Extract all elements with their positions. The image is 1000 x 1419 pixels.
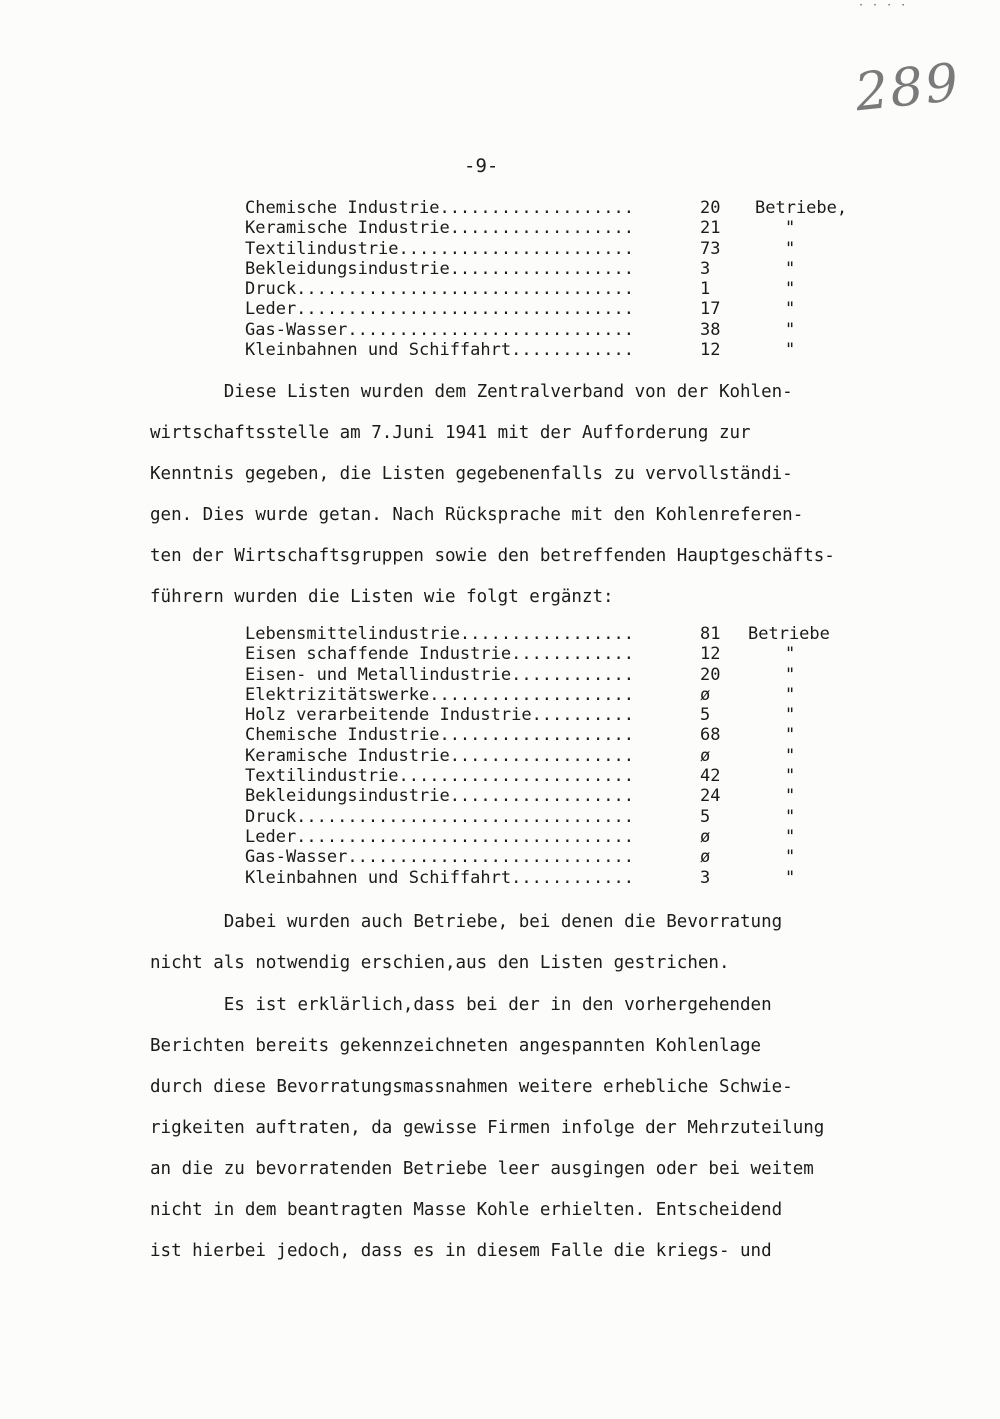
text-line: Es ist erklärlich,dass bei der in den vorhergehenden [150, 995, 772, 1015]
text-line: rigkeiten auftraten, da gewisse Firmen infolge der Mehrzuteilung [150, 1118, 825, 1138]
industry-label: Kleinbahnen und Schiffahrt............ [245, 867, 634, 888]
list-row [245, 279, 885, 299]
ditto-mark: " [785, 299, 796, 320]
ditto-mark: " [785, 766, 796, 787]
text-line: nicht in dem beantragten Masse Kohle erhielten. Entscheidend [150, 1200, 783, 1220]
list-row [245, 705, 885, 725]
ditto-mark: " [785, 705, 796, 726]
list-row [245, 746, 885, 766]
text-line: Dabei wurden auch Betriebe, bei denen die Bevorratung [150, 912, 783, 932]
text-line: gen. Dies wurde getan. Nach Rücksprache mit den Kohlenreferen- [150, 505, 804, 525]
industry-label: Keramische Industrie.................. [245, 218, 634, 239]
industry-label: Eisen schaffende Industrie............ [245, 644, 634, 665]
list-row [245, 868, 885, 888]
company-count: 3 [700, 867, 711, 888]
industry-label: Elektrizitätswerke.................... [245, 684, 634, 705]
company-count: 81 [700, 624, 721, 644]
industry-label: Leder................................. [245, 299, 634, 320]
ditto-mark: " [785, 684, 796, 705]
company-count: 5 [700, 806, 711, 827]
list-row [245, 320, 885, 340]
company-count: 5 [700, 705, 711, 726]
ditto-mark: " [785, 218, 796, 239]
unit-label: Betriebe, [755, 198, 848, 218]
company-count: ø [700, 684, 711, 705]
industry-label: Lebensmittelindustrie................. [245, 624, 634, 644]
handwritten-page-number: 289 [852, 52, 964, 124]
paper-specks: · · · · [858, 0, 908, 11]
paragraph-2 [150, 902, 782, 984]
ditto-mark: " [785, 725, 796, 746]
company-count: 1 [700, 279, 711, 300]
unit-label: Betriebe [748, 624, 830, 644]
text-line: führern wurden die Listen wie folgt ergänzt: [150, 587, 614, 607]
industry-label: Textilindustrie....................... [245, 238, 634, 259]
page-number: -9- [464, 155, 499, 177]
list-row [245, 624, 885, 644]
company-count: 42 [700, 766, 721, 787]
company-count: 38 [700, 319, 721, 340]
ditto-mark: " [785, 238, 796, 259]
list-row [245, 198, 885, 218]
ditto-mark: " [785, 644, 796, 665]
industry-label: Keramische Industrie.................. [245, 745, 634, 766]
list-row [245, 644, 885, 664]
ditto-mark: " [785, 664, 796, 685]
company-count: 17 [700, 299, 721, 320]
company-count: 12 [700, 340, 721, 361]
list-row [245, 847, 885, 867]
company-count: 21 [700, 218, 721, 239]
ditto-mark: " [785, 279, 796, 300]
text-line: ist hierbei jedoch, dass es in diesem Falle die kriegs- und [150, 1241, 772, 1261]
text-line: Kenntnis gegeben, die Listen gegebenenfalls zu vervollständi- [150, 464, 793, 484]
list-row [245, 786, 885, 806]
company-count: ø [700, 847, 711, 868]
list-row [245, 827, 885, 847]
text-line: ten der Wirtschaftsgruppen sowie den betreffenden Hauptgeschäfts- [150, 546, 835, 566]
paragraph-1 [150, 372, 835, 618]
list-row [245, 239, 885, 259]
company-count: 3 [700, 258, 711, 279]
paragraph-3 [150, 985, 824, 1272]
ditto-mark: " [785, 786, 796, 807]
list-row [245, 685, 885, 705]
company-count: ø [700, 826, 711, 847]
text-line: an die zu bevorratenden Betriebe leer ausgingen oder bei weitem [150, 1159, 814, 1179]
industry-label: Textilindustrie....................... [245, 766, 634, 787]
list-row [245, 807, 885, 827]
list-row [245, 218, 885, 238]
company-count: 68 [700, 725, 721, 746]
list-row [245, 340, 885, 360]
ditto-mark: " [785, 867, 796, 888]
text-line: Berichten bereits gekennzeichneten angespannten Kohlenlage [150, 1036, 762, 1056]
industry-label: Holz verarbeitende Industrie.......... [245, 705, 634, 726]
list-row [245, 665, 885, 685]
text-line: nicht als notwendig erschien,aus den Listen gestrichen. [150, 953, 730, 973]
industry-label: Bekleidungsindustrie.................. [245, 258, 634, 279]
ditto-mark: " [785, 745, 796, 766]
industry-label: Eisen- und Metallindustrie............ [245, 664, 634, 685]
ditto-mark: " [785, 340, 796, 361]
industry-label: Gas-Wasser............................ [245, 847, 634, 868]
company-count: 20 [700, 198, 721, 218]
ditto-mark: " [785, 847, 796, 868]
ditto-mark: " [785, 319, 796, 340]
text-line: durch diese Bevorratungsmassnahmen weitere erhebliche Schwie- [150, 1077, 793, 1097]
company-count: ø [700, 745, 711, 766]
company-count-list-2 [245, 624, 885, 888]
industry-label: Leder................................. [245, 826, 634, 847]
industry-label: Kleinbahnen und Schiffahrt............ [245, 340, 634, 361]
ditto-mark: " [785, 258, 796, 279]
industry-label: Bekleidungsindustrie.................. [245, 786, 634, 807]
industry-label: Chemische Industrie................... [245, 725, 634, 746]
industry-label: Druck................................. [245, 806, 634, 827]
list-row [245, 259, 885, 279]
company-count: 24 [700, 786, 721, 807]
company-count: 20 [700, 664, 721, 685]
industry-label: Gas-Wasser............................ [245, 319, 634, 340]
text-line: Diese Listen wurden dem Zentralverband von der Kohlen- [150, 382, 793, 402]
company-count: 73 [700, 238, 721, 259]
list-row [245, 725, 885, 745]
ditto-mark: " [785, 806, 796, 827]
company-count: 12 [700, 644, 721, 665]
industry-label: Druck................................. [245, 279, 634, 300]
ditto-mark: " [785, 826, 796, 847]
industry-label: Chemische Industrie................... [245, 198, 634, 218]
text-line: wirtschaftsstelle am 7.Juni 1941 mit der Aufforderung zur [150, 423, 751, 443]
list-row [245, 766, 885, 786]
company-count-list-1 [245, 198, 885, 360]
list-row [245, 299, 885, 319]
